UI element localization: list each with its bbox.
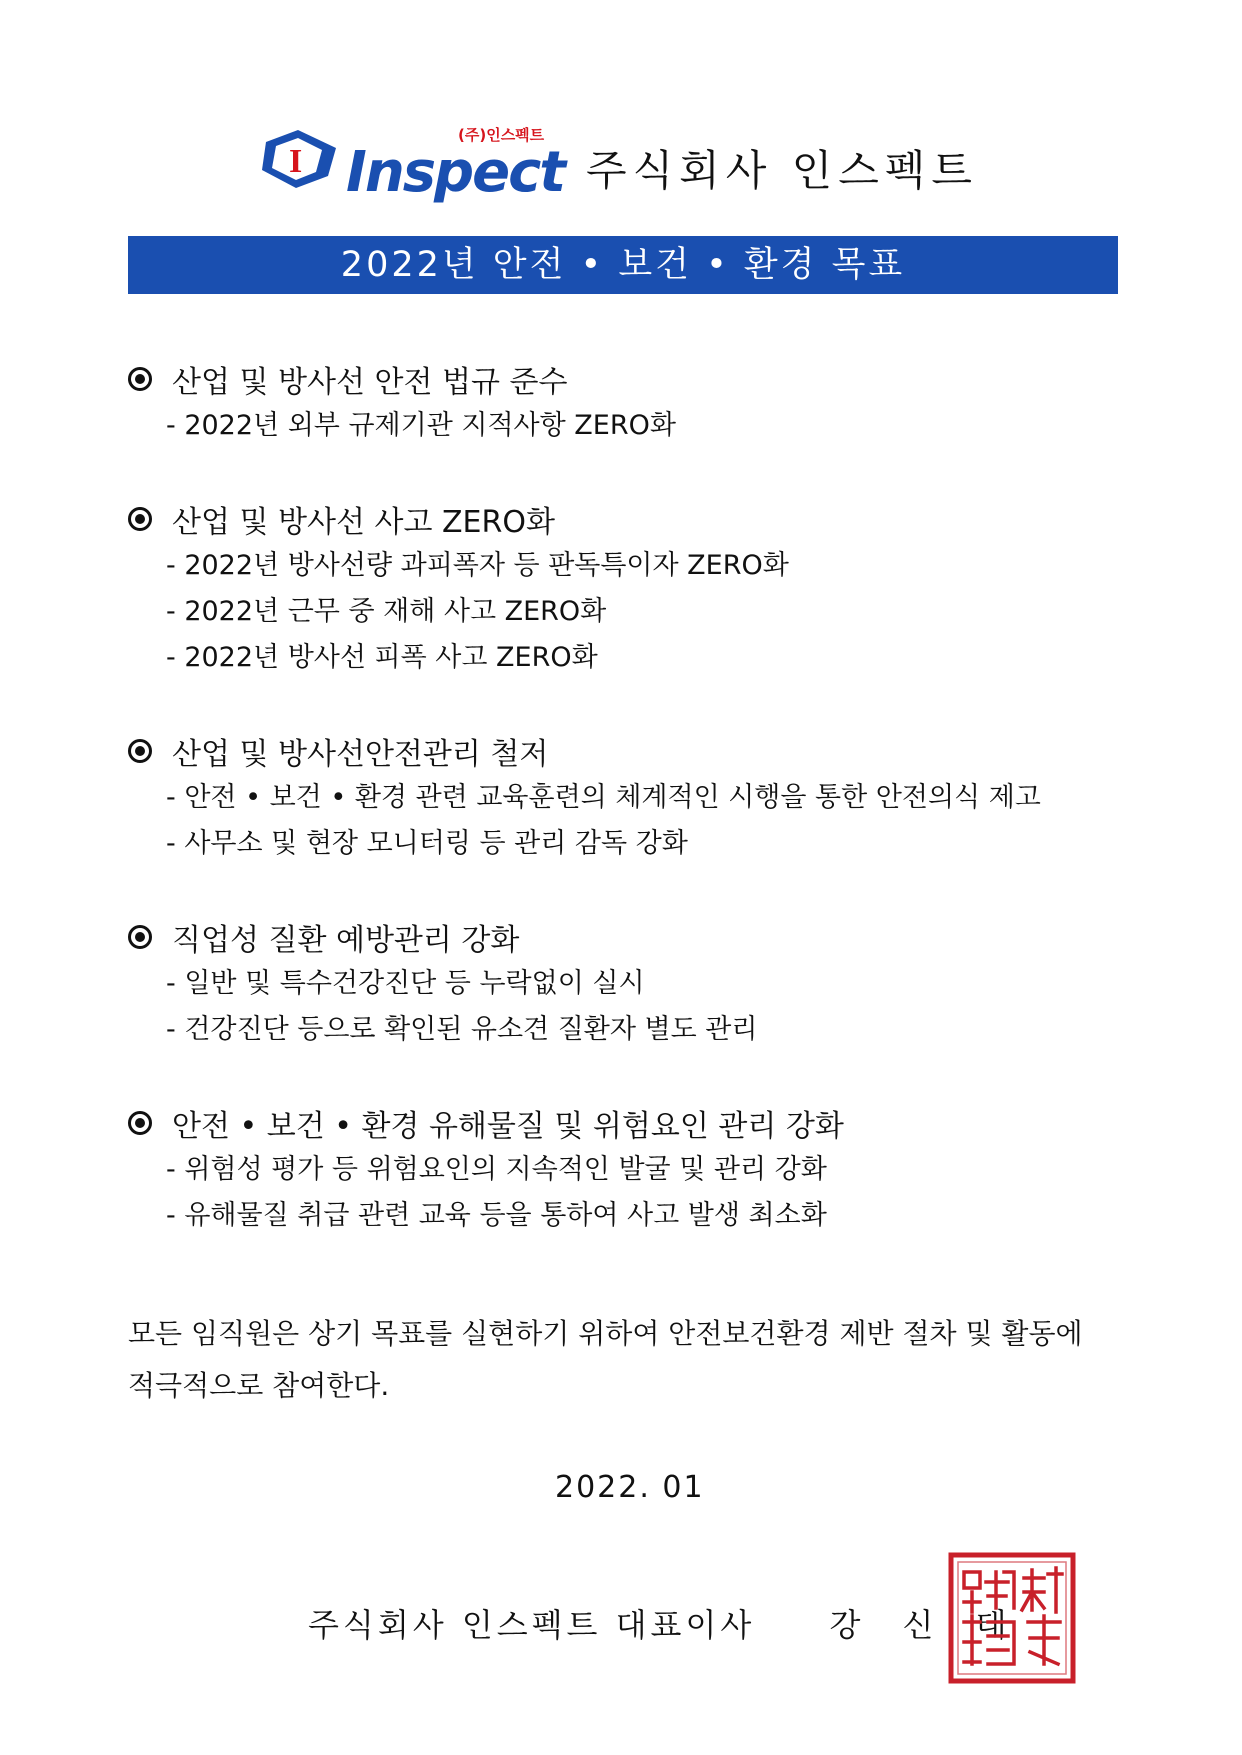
- circle-bullet-icon: [128, 507, 152, 531]
- logo-letter: I: [289, 143, 303, 180]
- goal-list: [128, 355, 1118, 1285]
- section-title: 산업 및 방사선 안전 법규 준수: [172, 365, 568, 400]
- section-title: 산업 및 방사선안전관리 철저: [172, 737, 549, 772]
- logo-korean-small: (주)인스펙트: [458, 126, 545, 144]
- goal-section: [128, 1099, 1118, 1239]
- section-title: 직업성 질환 예방관리 강화: [172, 923, 520, 958]
- goal-item: - 2022년 외부 규제기관 지적사항 ZERO화: [166, 410, 676, 441]
- section-heading: [128, 913, 1118, 961]
- goal-item: - 유해물질 취급 관련 교육 등을 통하여 사고 발생 최소화: [166, 1200, 827, 1231]
- ceo-title: 주식회사 인스펙트 대표이사: [308, 1606, 756, 1644]
- logo-wordmark: Inspect: [346, 140, 565, 205]
- section-heading: [128, 727, 1118, 775]
- goal-section: [128, 495, 1118, 681]
- goal-item: - 사무소 및 현장 모니터링 등 관리 감독 강화: [166, 828, 688, 859]
- goal-item: - 일반 및 특수건강진단 등 누락없이 실시: [166, 968, 645, 999]
- circle-bullet-icon: [128, 739, 152, 763]
- goal-section: [128, 355, 1118, 449]
- section-title: 안전 • 보건 • 환경 유해물질 및 위험요인 관리 강화: [172, 1109, 844, 1144]
- goal-banner: 2022년 안전 • 보건 • 환경 목표: [128, 236, 1118, 294]
- inspect-logo-icon: [258, 128, 340, 190]
- goal-item: - 2022년 방사선 피폭 사고 ZERO화: [166, 642, 598, 673]
- section-title: 산업 및 방사선 사고 ZERO화: [172, 505, 555, 540]
- circle-bullet-icon: [128, 367, 152, 391]
- section-heading: [128, 355, 1118, 403]
- ceo-name: 강 신 태: [829, 1606, 1023, 1644]
- closing-statement: 모든 임직원은 상기 목표를 실현하기 위하여 안전보건환경 제반 절차 및 활동에 적극적으로 참여한다.: [128, 1317, 1083, 1402]
- goal-item: - 2022년 방사선량 과피폭자 등 판독특이자 ZERO화: [166, 550, 789, 581]
- signature-line: [308, 1600, 1023, 1646]
- goal-section: [128, 727, 1118, 867]
- company-title: 주식회사 인스펙트: [586, 146, 978, 195]
- company-seal-icon: [948, 1552, 1076, 1684]
- goal-item: - 안전 • 보건 • 환경 관련 교육훈련의 체계적인 시행을 통한 안전의식 제고: [166, 782, 1041, 813]
- circle-bullet-icon: [128, 1111, 152, 1135]
- goal-item: - 2022년 근무 중 재해 사고 ZERO화: [166, 596, 607, 627]
- document-date: 2022. 01: [555, 1470, 705, 1505]
- document-header: [258, 118, 1018, 208]
- goal-item: - 위험성 평가 등 위험요인의 지속적인 발굴 및 관리 강화: [166, 1154, 827, 1185]
- circle-bullet-icon: [128, 925, 152, 949]
- goal-item: - 건강진단 등으로 확인된 유소견 질환자 별도 관리: [166, 1014, 758, 1045]
- goal-section: [128, 913, 1118, 1053]
- section-heading: [128, 1099, 1118, 1147]
- section-heading: [128, 495, 1118, 543]
